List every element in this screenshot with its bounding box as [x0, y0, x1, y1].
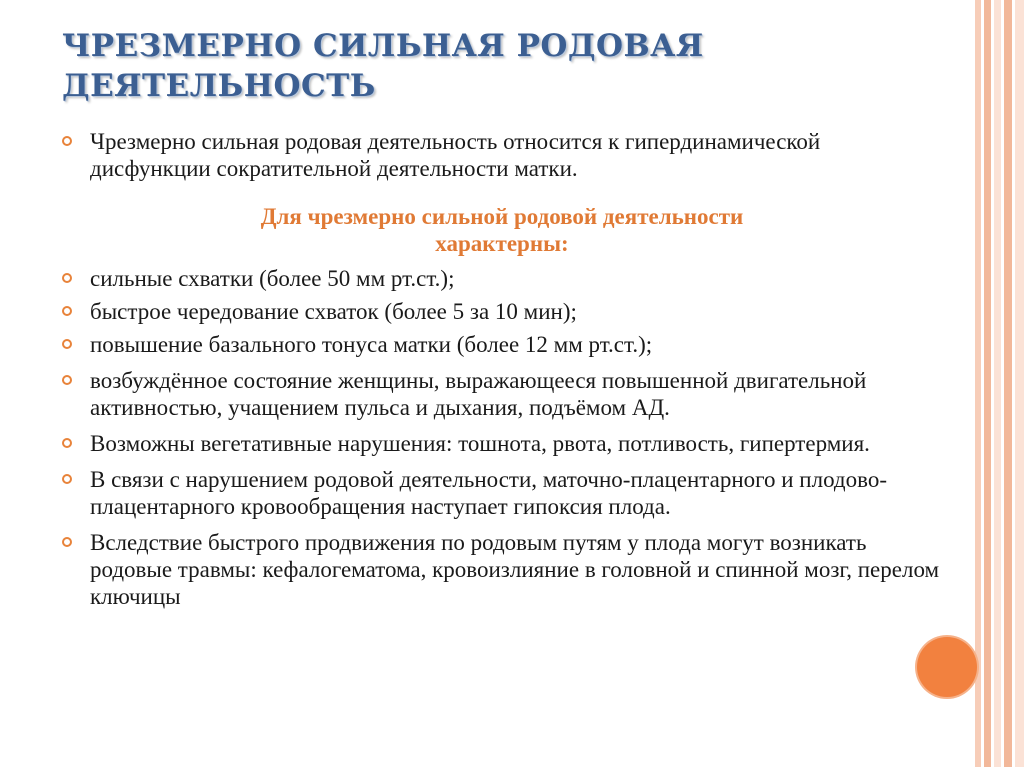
bullet-icon	[62, 339, 72, 349]
list-item-text: Возможны вегетативные нарушения: тошнота, рвота, потливость, гипертермия.	[90, 431, 870, 456]
bullet-icon	[62, 438, 72, 448]
bullet-icon	[62, 375, 72, 385]
section-heading-line: Для чрезмерно сильной родовой деятельности	[260, 204, 744, 229]
list-item-text: быстрое чередование схваток (более 5 за 10 мин);	[90, 299, 577, 324]
bullet-icon	[62, 136, 72, 146]
list-item	[62, 466, 942, 520]
bullet-icon	[62, 273, 72, 283]
list-item	[62, 529, 942, 610]
bullet-icon	[62, 474, 72, 484]
list-item-text: Вследствие быстрого продвижения по родовым путям у плода могут возникать родовые травмы: кефалогематома, кровоизлияние в головной и спинной мозг, перелом ключицы	[90, 530, 940, 609]
list-item-text: возбуждённое состояние женщины, выражающееся повышенной двигательной активностью, учащением пульса и дыхания, подъёмом АД.	[90, 368, 867, 420]
decor-stripe	[994, 0, 1001, 767]
list-item	[62, 331, 942, 358]
list-item-text: сильные схватки (более 50 мм рт.ст.);	[90, 266, 455, 291]
slide-title	[62, 26, 942, 106]
decor-stripe	[984, 0, 991, 767]
slide-title-line: ДЕЯТЕЛЬНОСТЬ	[62, 68, 376, 104]
decor-circle	[917, 637, 977, 697]
intro-paragraph	[62, 128, 942, 182]
slide-title-line: ЧРЕЗМЕРНО СИЛЬНАЯ РОДОВАЯ	[62, 28, 704, 64]
bullet-icon	[62, 306, 72, 316]
decor-stripe	[975, 0, 981, 767]
list-item	[62, 265, 942, 292]
intro-text: Чрезмерно сильная родовая деятельность относится к гипердинамической дисфункции сократительной деятельности матки.	[90, 129, 821, 181]
list-item-text: В связи с нарушением родовой деятельности, маточно-плацентарного и плодово-плацентарного кровообращения наступает гипоксия плода.	[90, 467, 887, 519]
section-heading-line: характерны:	[435, 231, 569, 256]
list-item-text: повышение базального тонуса матки (более 12 мм рт.ст.);	[90, 332, 653, 357]
list-item	[62, 367, 942, 421]
slide-content	[62, 128, 942, 610]
decor-stripe	[1015, 0, 1024, 767]
decor-stripe	[1004, 0, 1012, 767]
list-item	[62, 430, 942, 457]
list-item	[62, 298, 942, 325]
section-heading	[62, 203, 942, 257]
bullet-icon	[62, 537, 72, 547]
